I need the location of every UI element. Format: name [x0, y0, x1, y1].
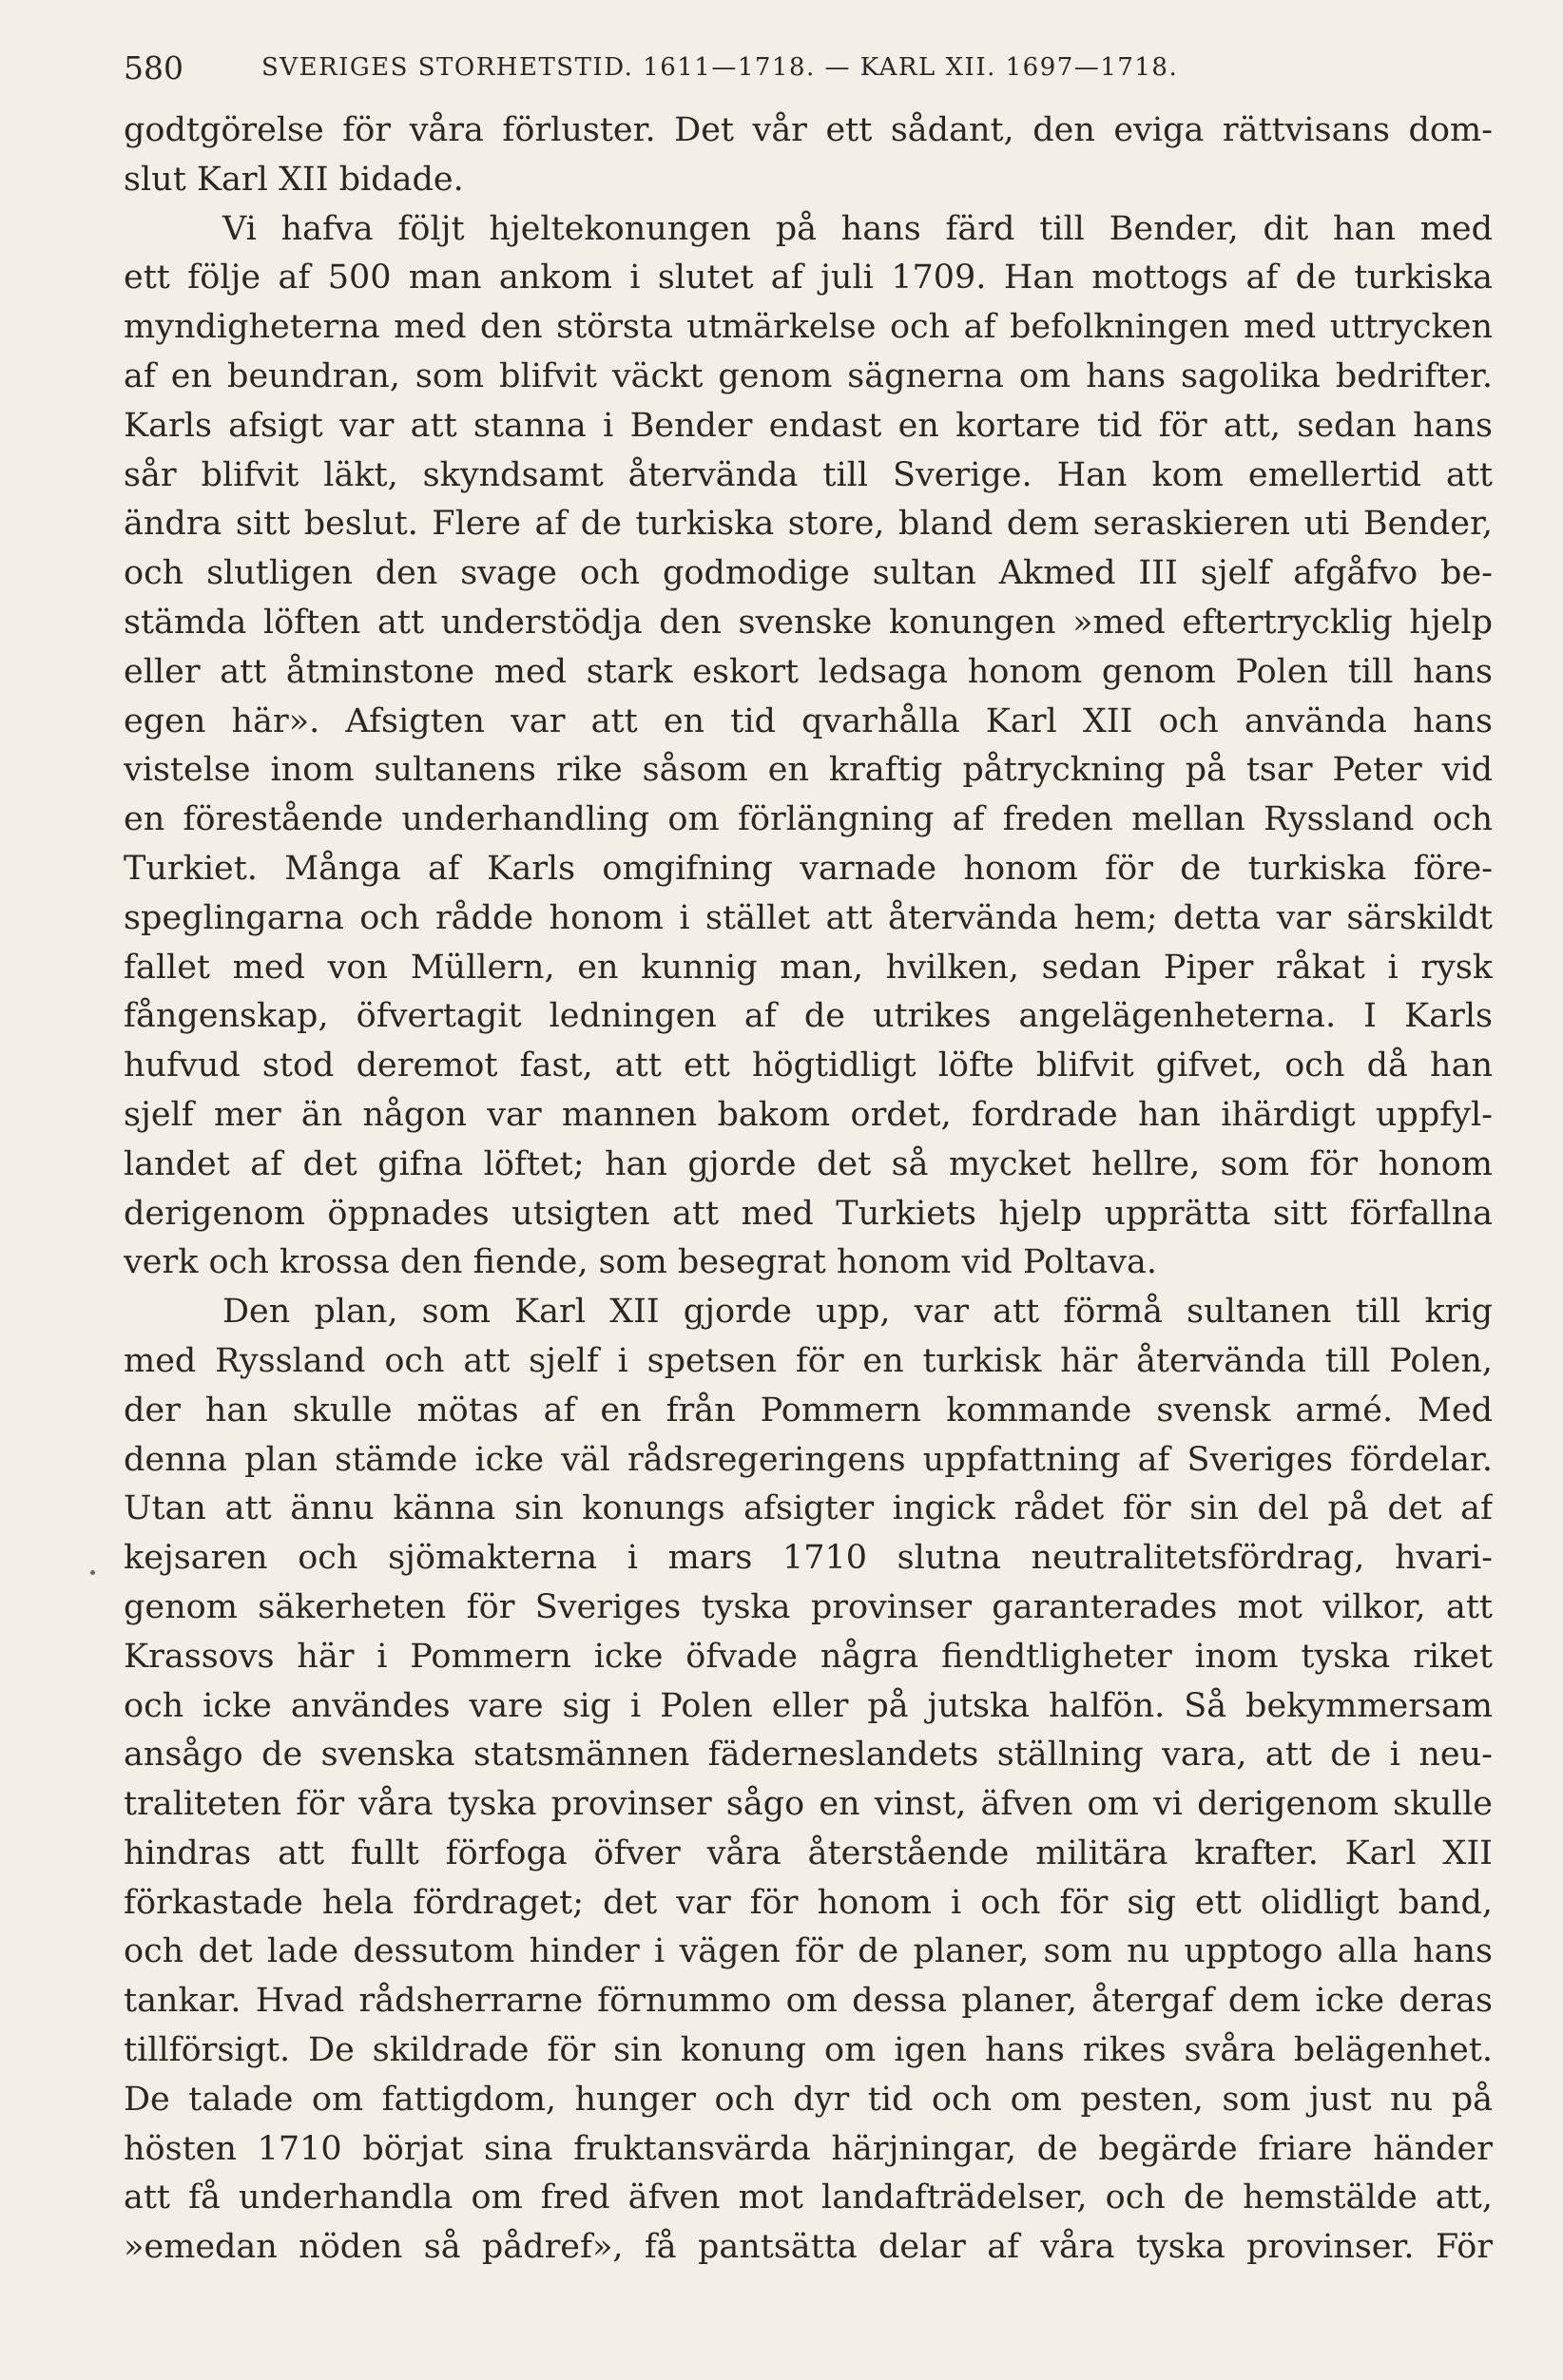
margin-mark: [90, 1570, 95, 1575]
text-line: godtgörelse för våra förluster. Det vår ett sådant, den eviga rättvisans dom-: [124, 111, 1493, 149]
text-line: hösten 1710 börjat sina fruktansvärda härjningar, de begärde friare händer: [124, 2129, 1493, 2168]
text-line: der han skulle mötas af en från Pommern kommande svensk armé. Med: [124, 1391, 1493, 1430]
text-line: vistelse inom sultanens rike såsom en kraftig påtryckning på tsar Peter vid: [124, 751, 1493, 790]
text-line: Karls afsigt var att stanna i Bender endast en kortare tid för att, sedan hans: [124, 406, 1493, 445]
text-line: tankar. Hvad rådsherrarne förnummo om dessa planer, återgaf dem icke deras: [124, 1982, 1493, 2021]
text-line: en förestående underhandling om förlängning af freden mellan Ryssland och: [124, 800, 1493, 839]
text-line: Utan att ännu känna sin konungs afsigter ingick rådet för sin del på det af: [124, 1489, 1493, 1528]
text-line: egen här». Afsigten var att en tid qvarhålla Karl XII och använda hans: [124, 701, 1493, 740]
text-line: hufvud stod deremot fast, att ett högtidligt löfte blifvit gifvet, och då han: [124, 1046, 1493, 1085]
text-line: genom säkerheten för Sveriges tyska provinser garanterades mot vilkor, att: [124, 1587, 1493, 1626]
text-line: stämda löften att understödja den svenske konungen »med eftertrycklig hjelp: [124, 603, 1493, 642]
text-line: hindras att fullt förfoga öfver våra återstående militära krafter. Karl XII: [124, 1833, 1493, 1872]
text-line: traliteten för våra tyska provinser sågo en vinst, äfven om vi derigenom skulle: [124, 1785, 1493, 1824]
text-line: af en beundran, som blifvit väckt genom sägnerna om hans sagolika bedrifter.: [124, 356, 1493, 395]
text-line: Krassovs här i Pommern icke öfvade några fiendtligheter inom tyska riket: [124, 1637, 1493, 1676]
text-line: förkastade hela fördraget; det var för honom i och för sig ett olidligt band,: [124, 1883, 1493, 1922]
text-line: speglingarna och rådde honom i stället att återvända hem; detta var särskildt: [124, 898, 1493, 937]
text-line: denna plan stämde icke väl rådsregeringens uppfattning af Sveriges fördelar.: [124, 1440, 1493, 1479]
text-line: ett följe af 500 man ankom i slutet af juli 1709. Han mottogs af de turkiska: [124, 259, 1493, 298]
text-line: ansågo de svenska statsmännen fäderneslandets ställning vara, att de i neu-: [124, 1736, 1493, 1775]
text-line: Turkiet. Många af Karls omgifning varnade honom för de turkiska före-: [124, 849, 1493, 888]
text-line: ändra sitt beslut. Flere af de turkiska store, bland dem seraskieren uti Bender,: [124, 505, 1493, 544]
text-line: kejsaren och sjömakterna i mars 1710 slutna neutralitetsfördrag, hvari-: [124, 1539, 1493, 1578]
running-head: [124, 49, 1493, 97]
text-line: tillförsigt. De skildrade för sin konung om igen hans rikes svåra belägenhet.: [124, 2031, 1493, 2070]
text-line: myndigheterna med den största utmärkelse och af befolkningen med uttrycken: [124, 308, 1493, 347]
text-line: med Ryssland och att sjelf i spetsen för en turkisk här återvända till Polen,: [124, 1341, 1493, 1380]
body-text: [124, 106, 1493, 2273]
text-line: sjelf mer än någon var mannen bakom ordet, fordrade han ihärdigt uppfyl-: [124, 1095, 1493, 1134]
text-line: landet af det gifna löftet; han gjorde det så mycket hellre, som för honom: [124, 1144, 1493, 1183]
text-line: att få underhandla om fred äfven mot landafträdelser, och de hemstälde att,: [124, 2178, 1493, 2217]
text-line: De talade om fattigdom, hunger och dyr tid och om pesten, som just nu på: [124, 2080, 1493, 2119]
text-line: slut Karl XII bidade.: [124, 160, 464, 199]
running-title: SVERIGES STORHETSTID. 1611—1718. — KARL XII. 1697—1718.: [261, 53, 1179, 82]
page-number: 580: [124, 49, 183, 86]
text-line: Vi hafva följt hjeltekonungen på hans färd till Bender, dit han med: [222, 209, 1493, 248]
text-line: och det lade dessutom hinder i vägen för de planer, som nu upptogo alla hans: [124, 1932, 1493, 1971]
text-line: Den plan, som Karl XII gjorde upp, var att förmå sultanen till krig: [222, 1293, 1493, 1332]
text-line: sår blifvit läkt, skyndsamt återvända till Sverige. Han kom emellertid att: [124, 455, 1493, 494]
text-line: och slutligen den svage och godmodige sultan Akmed III sjelf afgåfvo be-: [124, 554, 1493, 593]
text-line: eller att åtminstone med stark eskort ledsaga honom genom Polen till hans: [124, 652, 1493, 691]
text-line: fallet med von Müllern, en kunnig man, hvilken, sedan Piper råkat i rysk: [124, 948, 1493, 987]
text-line: »emedan nöden så pådref», få pantsätta delar af våra tyska provinser. För: [124, 2228, 1493, 2267]
text-line: fångenskap, öfvertagit ledningen af de utrikes angelägenheterna. I Karls: [124, 997, 1493, 1036]
text-line: derigenom öppnades utsigten att med Turkiets hjelp upprätta sitt förfallna: [124, 1194, 1493, 1233]
text-line: och icke användes vare sig i Polen eller på jutska halfön. Så bekymmersam: [124, 1686, 1493, 1725]
text-line: verk och krossa den fiende, som besegrat honom vid Poltava.: [124, 1243, 1158, 1282]
